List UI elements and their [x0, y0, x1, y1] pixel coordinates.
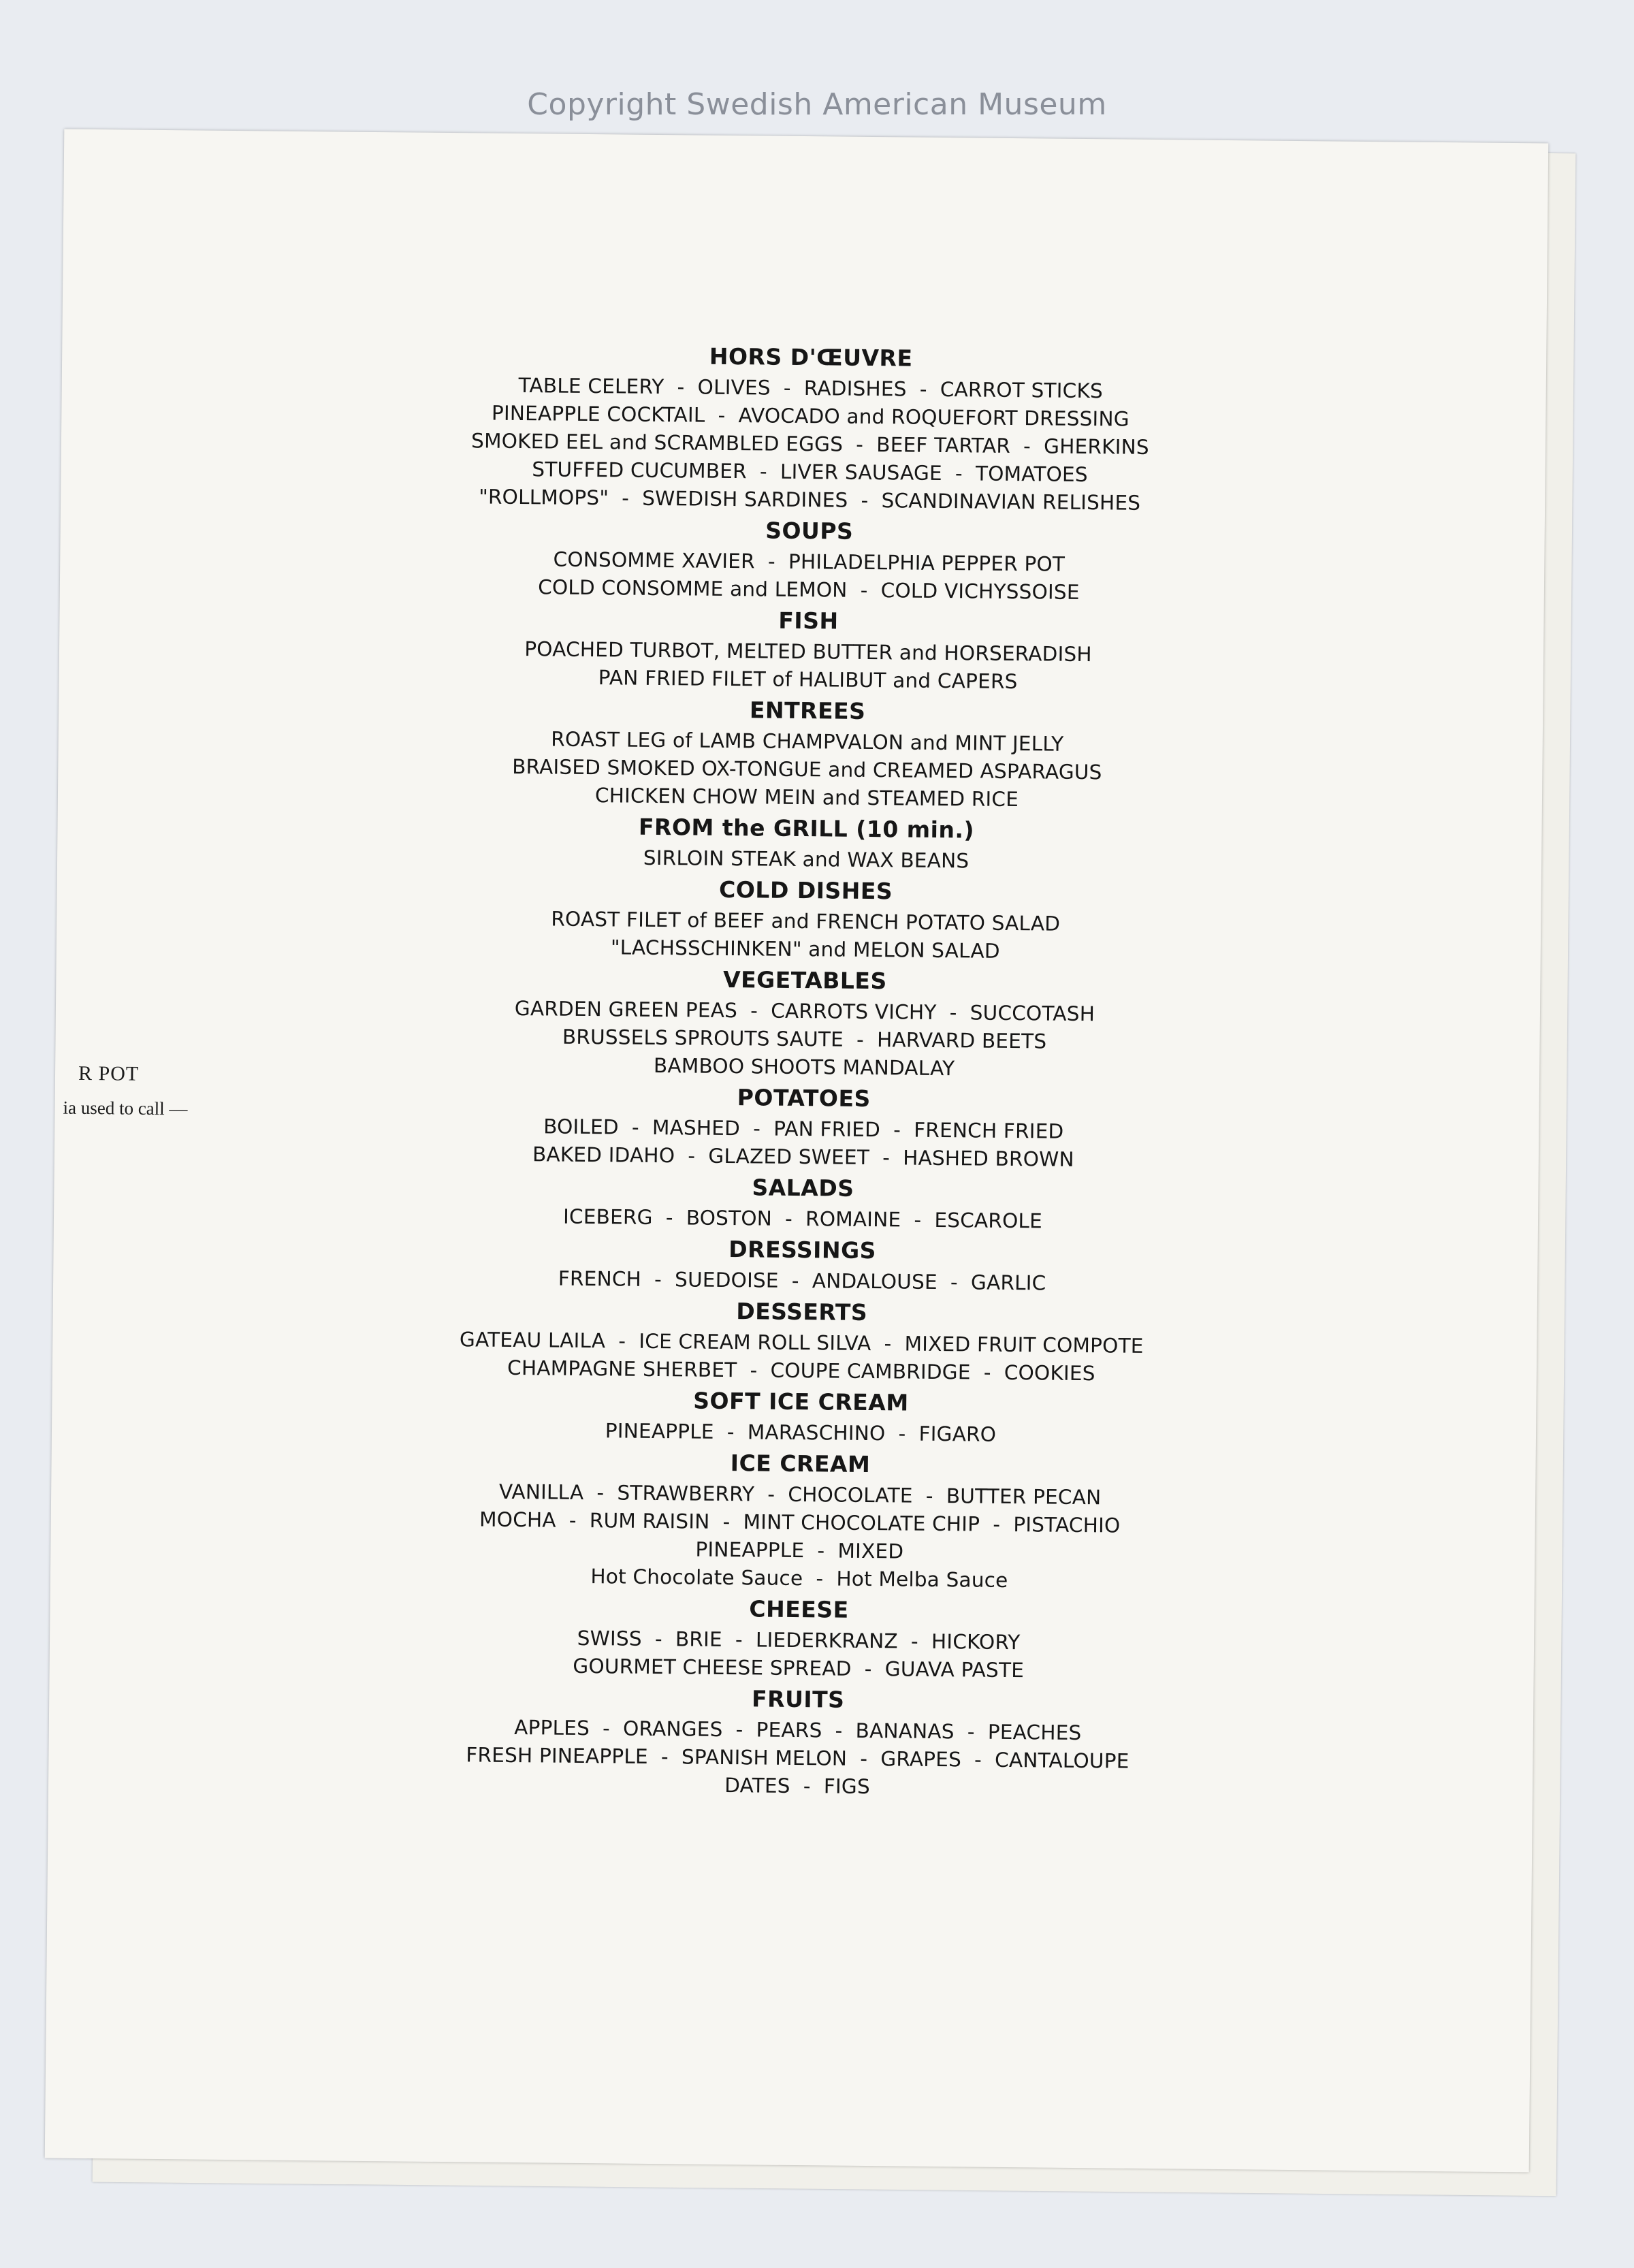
- section-title: VEGETABLES: [722, 965, 887, 995]
- menu-section: [356, 869, 1255, 968]
- menu-section: [355, 959, 1255, 1086]
- menu-item-line: PAN FRIED FILET of HALIBUT and CAPERS: [598, 666, 1018, 694]
- menu-item-line: APPLES - ORANGES - PEARS - BANANAS - PEACHES: [514, 1716, 1082, 1745]
- menu-item-line: GARDEN GREEN PEAS - CARROTS VICHY - SUCCOTASH: [514, 997, 1095, 1026]
- menu-item-line: TABLE CELERY - OLIVES - RADISHES - CARROT STICKS: [518, 374, 1104, 403]
- menu-item-line: SMOKED EEL and SCRAMBLED EGGS - BEEF TARTAR - GHERKINS: [470, 429, 1149, 459]
- menu-section: [353, 1167, 1253, 1238]
- menu-item-line: MOCHA - RUM RAISIN - MINT CHOCOLATE CHIP - PISTACHIO: [479, 1507, 1121, 1537]
- section-title: SOFT ICE CREAM: [693, 1387, 909, 1416]
- menu-item-line: ROAST LEG of LAMB CHAMPVALON and MINT JELLY: [551, 727, 1064, 756]
- section-title: POTATOES: [737, 1084, 871, 1113]
- section-title: FROM the GRILL (10 min.): [638, 813, 975, 844]
- menu-item-line: "ROLLMOPS" - SWEDISH SARDINES - SCANDINAVIAN RELISHES: [479, 485, 1141, 515]
- menu-section: [357, 808, 1256, 878]
- menu-section: [360, 336, 1260, 519]
- menu-page: [45, 129, 1549, 2173]
- menu-item-line: PINEAPPLE COCKTAIL - AVOCADO and ROQUEFORT DRESSING: [491, 401, 1130, 431]
- menu-section: [348, 1678, 1248, 1805]
- menu-item-line: POACHED TURBOT, MELTED BUTTER and HORSERADISH: [524, 637, 1092, 667]
- menu-item-line: Hot Chocolate Sauce - Hot Melba Sauce: [590, 1565, 1008, 1593]
- menu-item-line: GOURMET CHEESE SPREAD - GUAVA PASTE: [573, 1654, 1025, 1682]
- menu-section: [350, 1443, 1250, 1597]
- menu-item-line: FRENCH - SUEDOISE - ANDALOUSE - GARLIC: [558, 1266, 1046, 1295]
- menu-section: [359, 510, 1259, 609]
- menu-item-line: SIRLOIN STEAK and WAX BEANS: [643, 846, 970, 873]
- section-title: FISH: [778, 607, 839, 635]
- menu-item-line: BAMBOO SHOOTS MANDALAY: [653, 1053, 955, 1081]
- menu-item-line: FRESH PINEAPPLE - SPANISH MELON - GRAPES - CANTALOUPE: [466, 1743, 1130, 1773]
- menu-item-line: COLD CONSOMME and LEMON - COLD VICHYSSOISE: [537, 575, 1080, 604]
- section-title: FRUITS: [751, 1685, 845, 1713]
- menu-item-line: BRUSSELS SPROUTS SAUTE - HARVARD BEETS: [562, 1025, 1047, 1053]
- section-title: ENTREES: [749, 697, 866, 724]
- section-title: ICE CREAM: [730, 1450, 871, 1478]
- menu-section: [349, 1588, 1249, 1687]
- bleed-through-text: [63, 1062, 188, 1120]
- section-title: CHEESE: [749, 1595, 849, 1623]
- menu-list: [348, 336, 1261, 1805]
- menu-item-line: SWISS - BRIE - LIEDERKRANZ - HICKORY: [577, 1626, 1021, 1655]
- menu-section: [358, 600, 1257, 699]
- bleed-through-line: ia used to call —: [63, 1097, 188, 1119]
- section-title: DESSERTS: [736, 1298, 868, 1326]
- section-title: COLD DISHES: [718, 876, 893, 905]
- menu-item-line: PINEAPPLE - MIXED: [695, 1537, 904, 1563]
- menu-item-line: PINEAPPLE - MARASCHINO - FIGARO: [605, 1419, 997, 1446]
- menu-section: [353, 1229, 1252, 1300]
- menu-section: [357, 690, 1257, 816]
- menu-section: [351, 1381, 1251, 1452]
- menu-section: [354, 1077, 1253, 1176]
- menu-item-line: BOILED - MASHED - PAN FRIED - FRENCH FRIED: [543, 1115, 1064, 1143]
- section-title: DRESSINGS: [728, 1236, 877, 1264]
- menu-item-line: STUFFED CUCUMBER - LIVER SAUSAGE - TOMATOES: [532, 458, 1088, 487]
- menu-item-line: BAKED IDAHO - GLAZED SWEET - HASHED BROWN: [532, 1143, 1074, 1171]
- menu-item-line: "LACHSSCHINKEN" and MELON SALAD: [610, 936, 1000, 963]
- menu-item-line: ROAST FILET of BEEF and FRENCH POTATO SALAD: [551, 907, 1061, 936]
- menu-item-line: CONSOMME XAVIER - PHILADELPHIA PEPPER POT: [553, 547, 1066, 576]
- section-title: HORS D'ŒUVRE: [709, 342, 913, 372]
- section-title: SALADS: [752, 1174, 854, 1202]
- copyright-watermark: Copyright Swedish American Museum: [527, 87, 1107, 122]
- menu-item-line: ICEBERG - BOSTON - ROMAINE - ESCAROLE: [562, 1204, 1043, 1233]
- menu-item-line: DATES - FIGS: [724, 1774, 871, 1799]
- menu-item-line: BRAISED SMOKED OX-TONGUE and CREAMED ASPARAGUS: [511, 754, 1102, 784]
- menu-item-line: VANILLA - STRAWBERRY - CHOCOLATE - BUTTER PECAN: [498, 1480, 1102, 1510]
- menu-section: [352, 1291, 1251, 1390]
- section-title: SOUPS: [765, 517, 854, 545]
- bleed-through-line: R POT: [78, 1061, 140, 1085]
- menu-item-line: CHICKEN CHOW MEIN and STEAMED RICE: [594, 784, 1019, 812]
- menu-item-line: CHAMPAGNE SHERBET - COUPE CAMBRIDGE - COOKIES: [507, 1356, 1095, 1386]
- menu-item-line: GATEAU LAILA - ICE CREAM ROLL SILVA - MIXED FRUIT COMPOTE: [459, 1328, 1144, 1358]
